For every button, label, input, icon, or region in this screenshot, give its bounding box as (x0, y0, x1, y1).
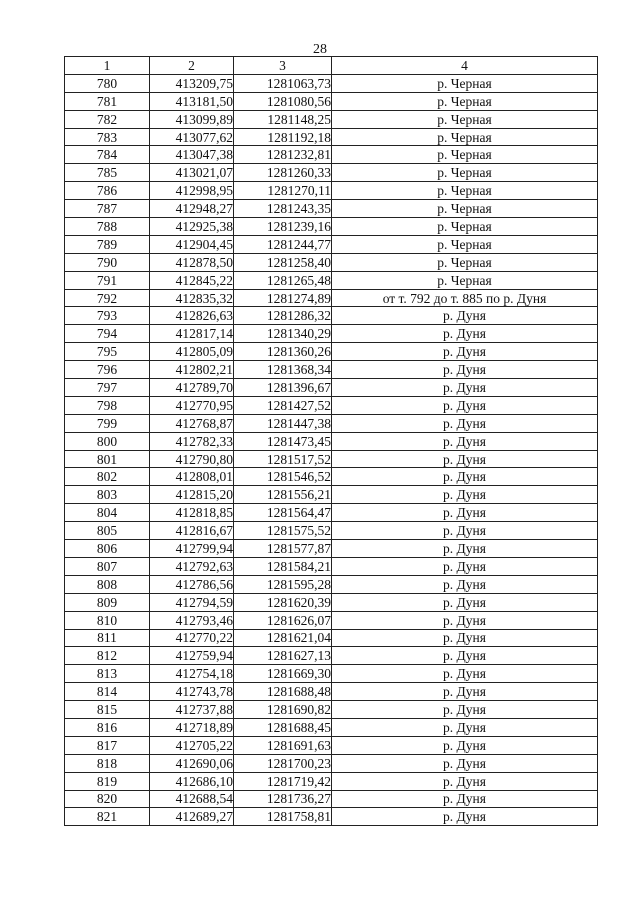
point-number-cell: 820 (65, 790, 150, 808)
y-coordinate-cell: 1281274,89 (234, 289, 332, 307)
table-row (65, 200, 598, 218)
point-number-cell: 782 (65, 110, 150, 128)
table-row (65, 289, 598, 307)
y-coordinate-cell: 1281080,56 (234, 92, 332, 110)
x-coordinate-cell: 412770,22 (150, 629, 234, 647)
x-coordinate-cell: 413047,38 (150, 146, 234, 164)
x-coordinate-cell: 412835,32 (150, 289, 234, 307)
table-row (65, 486, 598, 504)
table-body (65, 74, 598, 825)
point-number-cell: 811 (65, 629, 150, 647)
y-coordinate-cell: 1281265,48 (234, 271, 332, 289)
table-row (65, 182, 598, 200)
table-row (65, 414, 598, 432)
y-coordinate-cell: 1281688,45 (234, 718, 332, 736)
point-number-cell: 802 (65, 468, 150, 486)
x-coordinate-cell: 412818,85 (150, 504, 234, 522)
y-coordinate-cell: 1281239,16 (234, 218, 332, 236)
point-number-cell: 809 (65, 593, 150, 611)
x-coordinate-cell: 412790,80 (150, 450, 234, 468)
table-row (65, 325, 598, 343)
column-header-1: 1 (65, 57, 150, 75)
x-coordinate-cell: 412789,70 (150, 379, 234, 397)
table-row (65, 701, 598, 719)
description-cell: р. Черная (332, 128, 598, 146)
table-row (65, 164, 598, 182)
y-coordinate-cell: 1281232,81 (234, 146, 332, 164)
x-coordinate-cell: 412737,88 (150, 701, 234, 719)
y-coordinate-cell: 1281360,26 (234, 343, 332, 361)
point-number-cell: 784 (65, 146, 150, 164)
description-cell: р. Черная (332, 92, 598, 110)
table-row (65, 271, 598, 289)
point-number-cell: 803 (65, 486, 150, 504)
y-coordinate-cell: 1281758,81 (234, 808, 332, 826)
table-row (65, 504, 598, 522)
table-row (65, 540, 598, 558)
x-coordinate-cell: 412759,94 (150, 647, 234, 665)
x-coordinate-cell: 412754,18 (150, 665, 234, 683)
description-cell: р. Дуня (332, 718, 598, 736)
table-row (65, 629, 598, 647)
y-coordinate-cell: 1281340,29 (234, 325, 332, 343)
point-number-cell: 791 (65, 271, 150, 289)
table-row (65, 754, 598, 772)
description-cell: р. Дуня (332, 450, 598, 468)
y-coordinate-cell: 1281688,48 (234, 683, 332, 701)
table-row (65, 74, 598, 92)
x-coordinate-cell: 412802,21 (150, 361, 234, 379)
x-coordinate-cell: 413099,89 (150, 110, 234, 128)
x-coordinate-cell: 413181,50 (150, 92, 234, 110)
description-cell: р. Черная (332, 218, 598, 236)
table-row (65, 361, 598, 379)
x-coordinate-cell: 412792,63 (150, 557, 234, 575)
description-cell: р. Дуня (332, 790, 598, 808)
column-header-2: 2 (150, 57, 234, 75)
x-coordinate-cell: 413021,07 (150, 164, 234, 182)
description-cell: р. Дуня (332, 325, 598, 343)
coordinates-table (64, 56, 598, 826)
y-coordinate-cell: 1281244,77 (234, 235, 332, 253)
x-coordinate-cell: 413077,62 (150, 128, 234, 146)
description-cell: р. Дуня (332, 736, 598, 754)
point-number-cell: 788 (65, 218, 150, 236)
description-cell: р. Дуня (332, 540, 598, 558)
table-row (65, 522, 598, 540)
x-coordinate-cell: 412826,63 (150, 307, 234, 325)
y-coordinate-cell: 1281584,21 (234, 557, 332, 575)
x-coordinate-cell: 412878,50 (150, 253, 234, 271)
y-coordinate-cell: 1281447,38 (234, 414, 332, 432)
description-cell: р. Дуня (332, 754, 598, 772)
table-row (65, 450, 598, 468)
table-row (65, 575, 598, 593)
description-cell: р. Дуня (332, 432, 598, 450)
x-coordinate-cell: 412689,27 (150, 808, 234, 826)
point-number-cell: 808 (65, 575, 150, 593)
point-number-cell: 810 (65, 611, 150, 629)
table-row (65, 718, 598, 736)
y-coordinate-cell: 1281396,67 (234, 379, 332, 397)
point-number-cell: 814 (65, 683, 150, 701)
point-number-cell: 800 (65, 432, 150, 450)
x-coordinate-cell: 412690,06 (150, 754, 234, 772)
y-coordinate-cell: 1281286,32 (234, 307, 332, 325)
column-header-3: 3 (234, 57, 332, 75)
column-header-4: 4 (332, 57, 598, 75)
description-cell: р. Дуня (332, 593, 598, 611)
description-cell: р. Черная (332, 164, 598, 182)
point-number-cell: 815 (65, 701, 150, 719)
x-coordinate-cell: 412794,59 (150, 593, 234, 611)
description-cell: р. Черная (332, 253, 598, 271)
point-number-cell: 817 (65, 736, 150, 754)
description-cell: р. Дуня (332, 379, 598, 397)
description-cell: р. Дуня (332, 575, 598, 593)
point-number-cell: 804 (65, 504, 150, 522)
point-number-cell: 807 (65, 557, 150, 575)
point-number-cell: 798 (65, 396, 150, 414)
description-cell: р. Дуня (332, 307, 598, 325)
point-number-cell: 783 (65, 128, 150, 146)
x-coordinate-cell: 412817,14 (150, 325, 234, 343)
y-coordinate-cell: 1281270,11 (234, 182, 332, 200)
y-coordinate-cell: 1281595,28 (234, 575, 332, 593)
x-coordinate-cell: 412782,33 (150, 432, 234, 450)
y-coordinate-cell: 1281258,40 (234, 253, 332, 271)
x-coordinate-cell: 412815,20 (150, 486, 234, 504)
description-cell: р. Черная (332, 271, 598, 289)
description-cell: от т. 792 до т. 885 по р. Дуня (332, 289, 598, 307)
table-row (65, 110, 598, 128)
y-coordinate-cell: 1281691,63 (234, 736, 332, 754)
description-cell: р. Дуня (332, 396, 598, 414)
table-row (65, 647, 598, 665)
y-coordinate-cell: 1281368,34 (234, 361, 332, 379)
table-row (65, 736, 598, 754)
y-coordinate-cell: 1281546,52 (234, 468, 332, 486)
point-number-cell: 797 (65, 379, 150, 397)
point-number-cell: 806 (65, 540, 150, 558)
x-coordinate-cell: 412793,46 (150, 611, 234, 629)
table-row (65, 683, 598, 701)
y-coordinate-cell: 1281627,13 (234, 647, 332, 665)
x-coordinate-cell: 412805,09 (150, 343, 234, 361)
table-row (65, 128, 598, 146)
x-coordinate-cell: 412808,01 (150, 468, 234, 486)
point-number-cell: 790 (65, 253, 150, 271)
point-number-cell: 801 (65, 450, 150, 468)
point-number-cell: 813 (65, 665, 150, 683)
table-row (65, 611, 598, 629)
point-number-cell: 780 (65, 74, 150, 92)
table-row (65, 557, 598, 575)
table-row (65, 379, 598, 397)
x-coordinate-cell: 412718,89 (150, 718, 234, 736)
y-coordinate-cell: 1281577,87 (234, 540, 332, 558)
description-cell: р. Дуня (332, 486, 598, 504)
y-coordinate-cell: 1281621,04 (234, 629, 332, 647)
point-number-cell: 789 (65, 235, 150, 253)
point-number-cell: 799 (65, 414, 150, 432)
point-number-cell: 785 (65, 164, 150, 182)
description-cell: р. Дуня (332, 343, 598, 361)
table-row (65, 235, 598, 253)
description-cell: р. Дуня (332, 611, 598, 629)
description-cell: р. Черная (332, 200, 598, 218)
description-cell: р. Черная (332, 235, 598, 253)
point-number-cell: 793 (65, 307, 150, 325)
description-cell: р. Дуня (332, 701, 598, 719)
table-row (65, 665, 598, 683)
description-cell: р. Дуня (332, 468, 598, 486)
point-number-cell: 796 (65, 361, 150, 379)
x-coordinate-cell: 412904,45 (150, 235, 234, 253)
point-number-cell: 821 (65, 808, 150, 826)
point-number-cell: 795 (65, 343, 150, 361)
table-row (65, 343, 598, 361)
y-coordinate-cell: 1281736,27 (234, 790, 332, 808)
y-coordinate-cell: 1281700,23 (234, 754, 332, 772)
x-coordinate-cell: 412925,38 (150, 218, 234, 236)
table-row (65, 772, 598, 790)
description-cell: р. Дуня (332, 683, 598, 701)
y-coordinate-cell: 1281517,52 (234, 450, 332, 468)
table-row (65, 808, 598, 826)
table-row (65, 593, 598, 611)
y-coordinate-cell: 1281148,25 (234, 110, 332, 128)
table-row (65, 218, 598, 236)
table-row (65, 396, 598, 414)
description-cell: р. Дуня (332, 808, 598, 826)
x-coordinate-cell: 412948,27 (150, 200, 234, 218)
point-number-cell: 818 (65, 754, 150, 772)
x-coordinate-cell: 412998,95 (150, 182, 234, 200)
point-number-cell: 781 (65, 92, 150, 110)
x-coordinate-cell: 412786,56 (150, 575, 234, 593)
x-coordinate-cell: 413209,75 (150, 74, 234, 92)
point-number-cell: 819 (65, 772, 150, 790)
y-coordinate-cell: 1281626,07 (234, 611, 332, 629)
table-row (65, 432, 598, 450)
description-cell: р. Черная (332, 146, 598, 164)
description-cell: р. Дуня (332, 772, 598, 790)
y-coordinate-cell: 1281575,52 (234, 522, 332, 540)
point-number-cell: 794 (65, 325, 150, 343)
x-coordinate-cell: 412845,22 (150, 271, 234, 289)
y-coordinate-cell: 1281260,33 (234, 164, 332, 182)
point-number-cell: 812 (65, 647, 150, 665)
table-row (65, 307, 598, 325)
description-cell: р. Дуня (332, 665, 598, 683)
x-coordinate-cell: 412705,22 (150, 736, 234, 754)
point-number-cell: 786 (65, 182, 150, 200)
point-number-cell: 805 (65, 522, 150, 540)
description-cell: р. Черная (332, 182, 598, 200)
description-cell: р. Дуня (332, 647, 598, 665)
x-coordinate-cell: 412743,78 (150, 683, 234, 701)
y-coordinate-cell: 1281063,73 (234, 74, 332, 92)
description-cell: р. Дуня (332, 504, 598, 522)
y-coordinate-cell: 1281564,47 (234, 504, 332, 522)
x-coordinate-cell: 412770,95 (150, 396, 234, 414)
y-coordinate-cell: 1281620,39 (234, 593, 332, 611)
point-number-cell: 816 (65, 718, 150, 736)
x-coordinate-cell: 412688,54 (150, 790, 234, 808)
table-row (65, 790, 598, 808)
y-coordinate-cell: 1281427,52 (234, 396, 332, 414)
point-number-cell: 792 (65, 289, 150, 307)
y-coordinate-cell: 1281192,18 (234, 128, 332, 146)
table-row (65, 92, 598, 110)
description-cell: р. Черная (332, 110, 598, 128)
page-number: 28 (313, 42, 327, 57)
x-coordinate-cell: 412768,87 (150, 414, 234, 432)
x-coordinate-cell: 412816,67 (150, 522, 234, 540)
description-cell: р. Дуня (332, 414, 598, 432)
table-row (65, 253, 598, 271)
y-coordinate-cell: 1281243,35 (234, 200, 332, 218)
x-coordinate-cell: 412799,94 (150, 540, 234, 558)
y-coordinate-cell: 1281690,82 (234, 701, 332, 719)
y-coordinate-cell: 1281719,42 (234, 772, 332, 790)
y-coordinate-cell: 1281556,21 (234, 486, 332, 504)
header-row (65, 57, 598, 75)
table-row (65, 468, 598, 486)
description-cell: р. Дуня (332, 629, 598, 647)
x-coordinate-cell: 412686,10 (150, 772, 234, 790)
table-row (65, 146, 598, 164)
point-number-cell: 787 (65, 200, 150, 218)
y-coordinate-cell: 1281669,30 (234, 665, 332, 683)
y-coordinate-cell: 1281473,45 (234, 432, 332, 450)
description-cell: р. Дуня (332, 557, 598, 575)
description-cell: р. Дуня (332, 522, 598, 540)
description-cell: р. Черная (332, 74, 598, 92)
description-cell: р. Дуня (332, 361, 598, 379)
